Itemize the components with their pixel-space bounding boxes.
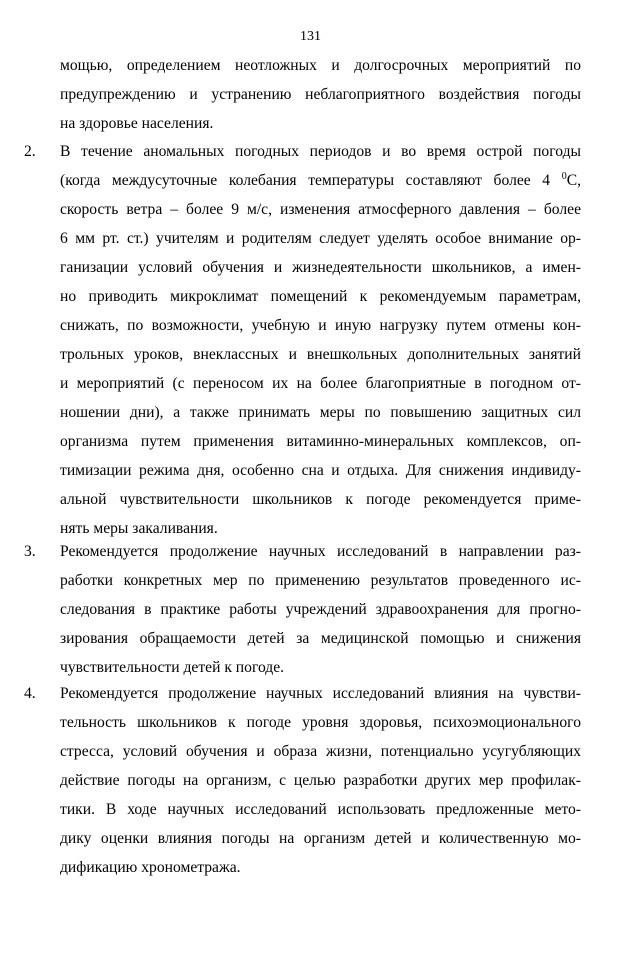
list-item-line: тимизации режима дня, особенно сна и отдыха. Для снижения индивиду- [60,462,581,479]
list-item-line-text: (когда междусуточные колебания температуры составляют более 4 [60,172,562,189]
intro-line: предупреждению и устранению неблагоприятного воздействия погоды [60,86,581,103]
list-item-line: дику оценки влияния погоды на организм детей и количественную мо- [60,830,581,847]
list-item-line: ношении дни), а также принимать меры по повышению защитных сил [60,404,581,421]
list-item-line: следования в практике работы учреждений здравоохранения для прогно- [60,601,581,618]
list-item-line: и мероприятий (с переносом их на более благоприятные в погодном от- [60,375,581,392]
list-item-line: нять меры закаливания. [60,520,218,537]
degree-superscript: 0 [561,171,567,182]
list-item-line: ганизации условий обучения и жизнедеятельности школьников, а имен- [60,259,581,276]
list-item-line: дификацию хронометража. [60,859,241,876]
list-item-line: альной чувствительности школьников к погоде рекомендуется приме- [60,491,581,508]
list-item-line: снижать, по возможности, учебную и иную нагрузку путем отмены кон- [60,317,581,334]
list-item-line: зирования обращаемости детей за медицинской помощью и снижения [60,630,581,647]
list-item-line: Рекомендуется продолжение научных исследований влияния на чувстви- [60,685,581,702]
intro-line: мощью, определением неотложных и долгосрочных мероприятий по [60,57,581,74]
list-item-line: 6 мм рт. ст.) учителям и родителям следует уделять особое внимание ор- [60,230,581,247]
list-item-line: тельность школьников к погоде уровня здоровья, психоэмоционального [60,714,581,731]
list-item-number: 2. [24,143,36,160]
list-item-line: тики. В ходе научных исследований использовать предложенные мето- [60,801,581,818]
list-item-line: организма путем применения витаминно-минеральных комплексов, оп- [60,433,581,450]
list-item-line: но приводить микроклимат помещений к рекомендуемым параметрам, [60,288,581,305]
degree-unit: С, [566,172,581,189]
list-item-line-with-temperature [60,166,581,195]
list-item-line: стресса, условий обучения и образа жизни, потенциально усугубляющих [60,743,581,760]
list-item-line: работки конкретных мер по применению результатов проведенного ис- [60,572,581,589]
list-item-number: 4. [24,685,36,702]
intro-line: на здоровье населения. [60,115,214,132]
list-item-line: Рекомендуется продолжение научных исследований в направлении раз- [60,543,581,560]
list-item-number: 3. [24,543,36,560]
list-item-line: чувствительности детей к погоде. [60,659,285,676]
page-number: 131 [300,29,321,44]
list-item-line: В течение аномальных погодных периодов и во время острой погоды [60,143,581,160]
list-item-line: трольных уроков, внеклассных и внешкольных дополнительных занятий [60,346,581,363]
list-item-line: скорость ветра – более 9 м/с, изменения атмосферного давления – более [60,201,581,218]
list-item-line: действие погоды на организм, с целью разработки других мер профилак- [60,772,581,789]
